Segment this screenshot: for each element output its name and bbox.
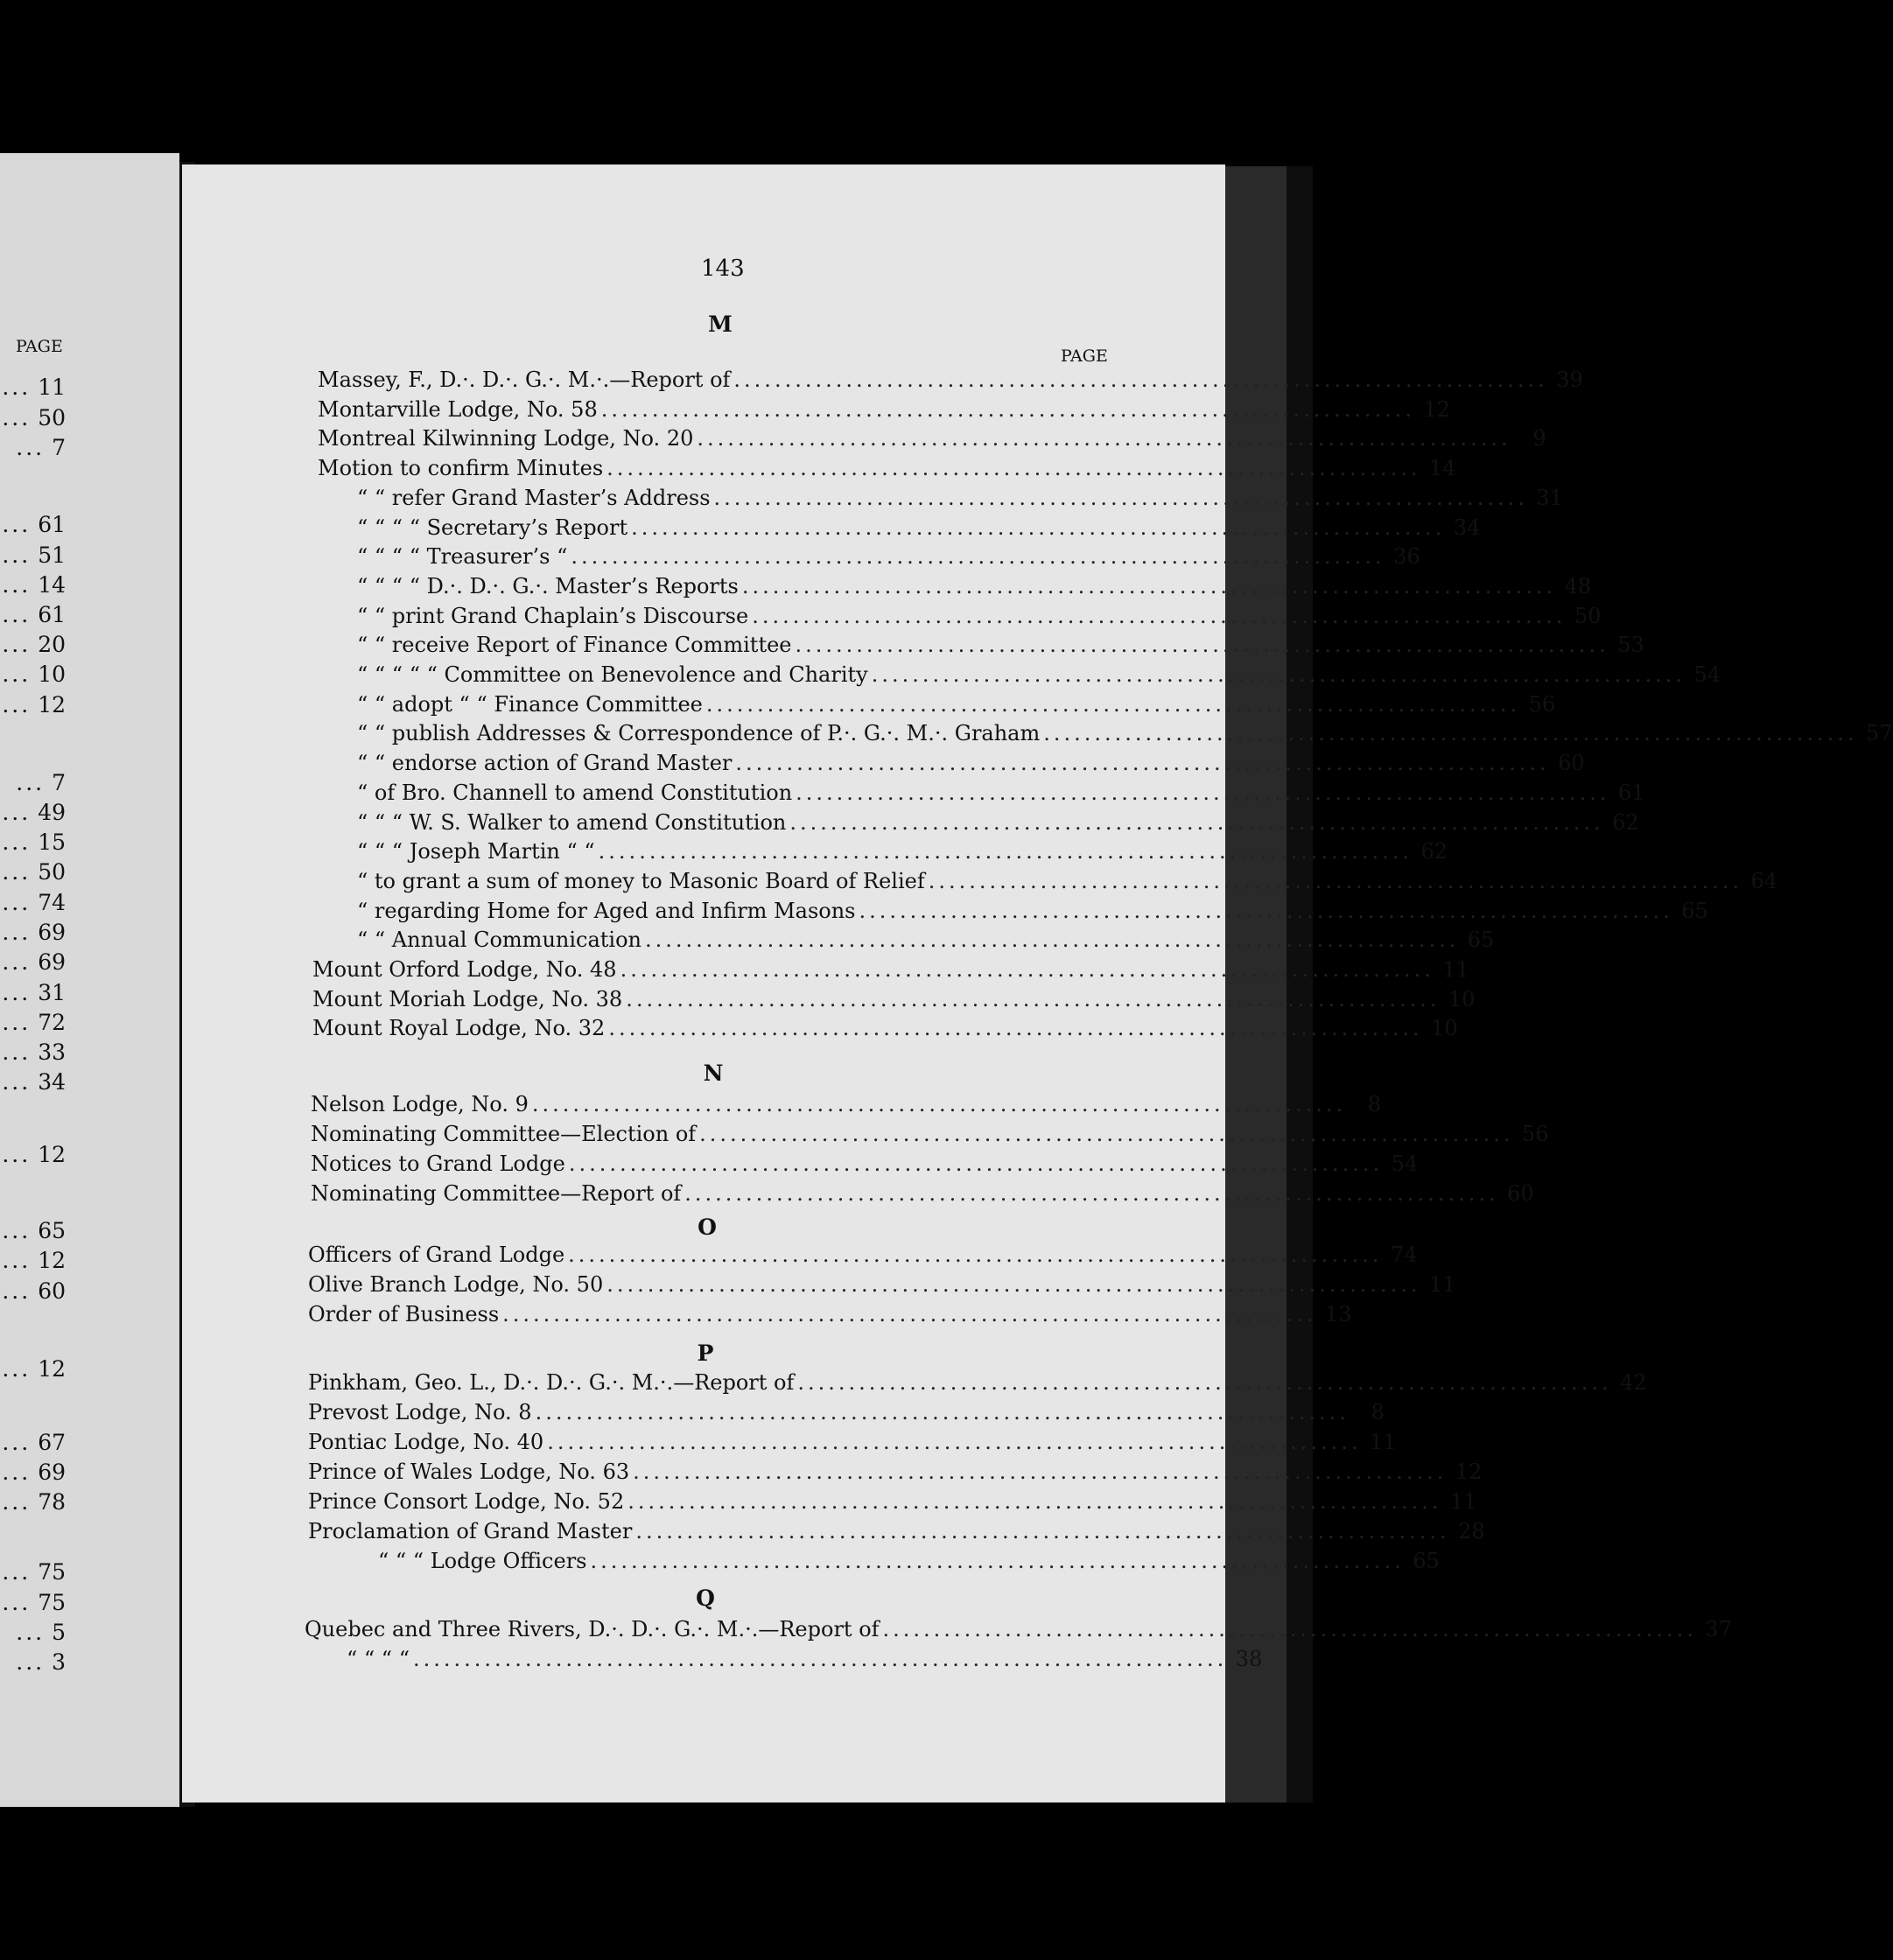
dot-leader: ................................................................................ (502, 1302, 1317, 1326)
entry-title: “ “ “ “ Treasurer’s “ (357, 544, 568, 570)
entry-page-number: 61 (1617, 780, 1645, 805)
dot-leader: ... (16, 435, 46, 460)
dot-leader: ... (2, 632, 32, 657)
index-entry (318, 456, 1456, 484)
entry-page-number: 12 (1423, 396, 1451, 422)
left-page-number (0, 692, 66, 718)
index-entry (357, 691, 1556, 720)
left-page-number (0, 1559, 66, 1585)
left-page-value: 12 (38, 1142, 66, 1167)
dot-leader: ................................................................................ (606, 1272, 1421, 1297)
left-page-number (0, 662, 66, 687)
section-letter-n: N (703, 1060, 724, 1086)
entry-page-number: 36 (1393, 544, 1420, 570)
dot-leader: ... (2, 1460, 32, 1485)
entry-title: “ of Bro. Channell to amend Constitution (357, 780, 793, 805)
left-page-value: 5 (52, 1620, 66, 1645)
index-entry (311, 1122, 1549, 1150)
dot-leader: ................................................................................ (733, 368, 1548, 392)
index-entry (357, 544, 1420, 572)
left-page-number (0, 980, 66, 1005)
entry-page-number: 39 (1556, 368, 1583, 392)
dot-leader: ................................................................................ (697, 426, 1511, 452)
dot-leader: ... (2, 1248, 32, 1273)
entry-page-number: 56 (1521, 1122, 1549, 1146)
dot-leader: ... (2, 1142, 32, 1167)
entry-page-number: 8 (1371, 1400, 1385, 1424)
entry-title: “ “ refer Grand Master’s Address (357, 485, 711, 510)
entry-page-number: 48 (1564, 573, 1592, 598)
entry-page-number: 31 (1536, 485, 1563, 510)
dot-leader: ................................................................................ (600, 396, 1416, 422)
left-page-number (0, 1040, 66, 1065)
dot-leader: ................................................................................ (535, 1400, 1350, 1424)
dot-leader: ... (16, 770, 46, 795)
dot-leader: ................................................................................ (928, 868, 1743, 893)
entry-title: “ “ publish Addresses & Correspondence of P.·. G.·. M.·. Graham (357, 721, 1041, 746)
dot-leader: ................................................................................ (412, 1647, 1228, 1671)
dot-leader: ... (2, 800, 32, 825)
index-entry (318, 426, 1546, 454)
left-page-number (0, 405, 66, 430)
index-entry (378, 1549, 1440, 1577)
index-entry (357, 898, 1708, 927)
left-page-number (0, 1649, 66, 1675)
entry-page-number: 60 (1558, 751, 1585, 776)
entry-page-number: 64 (1750, 868, 1778, 893)
entry-page-number: 42 (1620, 1370, 1647, 1395)
dot-leader: ... (2, 572, 32, 598)
left-page-value: 65 (38, 1218, 66, 1243)
entry-title: “ to grant a sum of money to Masonic Board of Relief (357, 868, 925, 893)
left-page-number (0, 602, 66, 627)
entry-title: “ “ “ Joseph Martin “ “ (357, 839, 595, 864)
index-entry (357, 721, 1893, 749)
left-page-value: 31 (38, 980, 66, 1005)
index-entry (357, 485, 1563, 514)
entry-title: “ regarding Home for Aged and Infirm Masons (357, 898, 856, 923)
index-entry (357, 573, 1592, 602)
dot-leader: ... (2, 692, 32, 718)
dot-leader: ... (2, 920, 32, 945)
index-entry (357, 662, 1721, 690)
left-page-value: 67 (38, 1430, 66, 1455)
entry-page-number: 65 (1467, 928, 1495, 953)
entry-title: Nominating Committee—Report of (311, 1181, 682, 1206)
index-entry (308, 1430, 1397, 1458)
index-entry (318, 368, 1583, 396)
dot-leader: ... (2, 830, 32, 855)
entry-title: Proclamation of Grand Master (308, 1519, 633, 1544)
dot-leader: ................................................................................ (859, 898, 1673, 923)
left-page-number (0, 920, 66, 945)
left-page-number (0, 1489, 66, 1515)
left-page-value: 7 (52, 770, 66, 795)
dot-leader: ................................................................................ (620, 957, 1434, 982)
dot-leader: ... (2, 512, 32, 537)
dot-leader: ................................................................................ (635, 1519, 1450, 1544)
entry-title: Order of Business (308, 1302, 500, 1326)
entry-page-number: 11 (1369, 1430, 1397, 1454)
entry-title: Prevost Lodge, No. 8 (308, 1400, 532, 1424)
dot-leader: ................................................................................ (568, 1242, 1383, 1267)
dot-leader: ... (2, 1356, 32, 1382)
left-page-value: 72 (38, 1010, 66, 1035)
dot-leader: ................................................................................ (795, 633, 1609, 658)
left-page-value: 69 (38, 920, 66, 945)
dot-leader: ... (2, 1218, 32, 1243)
left-page-value: 12 (38, 1356, 66, 1382)
entry-title: Mount Moriah Lodge, No. 38 (312, 986, 623, 1012)
dot-leader: ................................................................................ (608, 1016, 1423, 1041)
left-page-number (0, 512, 66, 537)
index-entry (308, 1460, 1483, 1488)
left-page-number (0, 1590, 66, 1615)
left-page-value: 34 (38, 1069, 66, 1095)
left-page-number (0, 1430, 66, 1455)
left-page-number (0, 1248, 66, 1273)
index-entry (308, 1400, 1385, 1428)
entry-page-number: 9 (1532, 426, 1546, 452)
left-page-number (0, 1010, 66, 1035)
entry-title: “ “ endorse action of Grand Master (357, 751, 733, 776)
index-entry (357, 751, 1585, 779)
entry-title: Olive Branch Lodge, No. 50 (308, 1272, 604, 1297)
index-entry (311, 1092, 1382, 1120)
dot-leader: ... (2, 662, 32, 687)
left-page-number (0, 435, 66, 460)
entry-page-number: 37 (1705, 1617, 1732, 1642)
dot-leader: ................................................................................ (590, 1549, 1405, 1573)
section-letter-m: M (708, 312, 733, 337)
left-page-value: 75 (38, 1590, 66, 1615)
index-entry (312, 986, 1476, 1015)
left-page-value: 75 (38, 1559, 66, 1585)
dot-leader: ................................................................................ (531, 1092, 1347, 1116)
entry-title: Officers of Grand Lodge (308, 1242, 565, 1267)
left-page-value: 7 (52, 435, 66, 460)
dot-leader: ... (2, 542, 32, 568)
left-page-value: 33 (38, 1040, 66, 1065)
left-page-value: 74 (38, 890, 66, 915)
index-entry (308, 1272, 1456, 1300)
dot-leader: ... (2, 1430, 32, 1455)
left-page-value: 14 (38, 572, 66, 598)
entry-title: “ “ “ “ (347, 1647, 410, 1671)
entry-title: Massey, F., D.·. D.·. G.·. M.·.—Report of (318, 368, 731, 392)
dot-leader: ... (16, 1620, 46, 1645)
entry-page-number: 62 (1612, 809, 1639, 835)
dot-leader: ... (2, 1590, 32, 1615)
left-page-value: 60 (38, 1278, 66, 1304)
left-page-header: PAGE (16, 337, 63, 356)
entry-page-number: 38 (1235, 1647, 1263, 1671)
dot-leader: ................................................................................ (871, 662, 1686, 687)
entry-page-number: 10 (1448, 986, 1476, 1012)
index-entry (318, 396, 1451, 425)
entry-page-number: 12 (1455, 1460, 1483, 1484)
entry-title: Nominating Committee—Election of (311, 1122, 697, 1146)
index-entry (357, 809, 1639, 838)
dot-leader: ... (2, 890, 32, 915)
index-entry (305, 1617, 1732, 1645)
dot-leader: ................................................................................ (797, 1370, 1612, 1395)
entry-title: “ “ “ “ D.·. D.·. G.·. Master’s Reports (357, 573, 739, 598)
entry-title: “ “ “ “ Secretary’s Report (357, 514, 628, 540)
index-entry (308, 1489, 1477, 1517)
entry-page-number: 13 (1324, 1302, 1352, 1326)
dot-leader: ................................................................................ (547, 1430, 1362, 1454)
index-entry (357, 839, 1448, 867)
dot-leader: ................................................................................ (752, 603, 1567, 628)
dot-leader: ... (2, 602, 32, 627)
left-page-number (0, 572, 66, 598)
dot-leader: ................................................................................ (789, 809, 1604, 835)
index-entry (308, 1370, 1647, 1398)
entry-page-number: 28 (1458, 1519, 1485, 1544)
index-entry (357, 780, 1645, 808)
dot-leader: ................................................................................ (645, 928, 1460, 953)
left-page-number (0, 1620, 66, 1645)
left-page-value: 20 (38, 632, 66, 657)
entry-title: “ “ Annual Communication (357, 928, 642, 953)
entry-page-number: 34 (1453, 514, 1481, 540)
left-page-value: 12 (38, 692, 66, 718)
left-page-number (0, 830, 66, 855)
left-page-number (0, 1218, 66, 1243)
dot-leader: ................................................................................ (627, 1489, 1442, 1514)
section-letter-p: P (697, 1340, 714, 1366)
entry-page-number: 11 (1442, 957, 1469, 982)
entry-page-number: 11 (1449, 1489, 1477, 1514)
page-number: 143 (701, 256, 745, 282)
entry-page-number: 11 (1428, 1272, 1456, 1297)
entry-title: “ “ print Grand Chaplain’s Discourse (357, 603, 749, 628)
index-entry (312, 1016, 1458, 1044)
entry-title: Motion to confirm Minutes (318, 456, 604, 481)
dot-leader: ................................................................................ (713, 485, 1528, 510)
left-page-value: 11 (38, 374, 66, 400)
entry-title: “ “ “ Lodge Officers (378, 1549, 587, 1573)
dot-leader: ... (2, 1489, 32, 1515)
dot-leader: ................................................................................ (705, 691, 1521, 717)
entry-title: Quebec and Three Rivers, D.·. D.·. G.·. M.·.—Report of (305, 1617, 880, 1642)
entry-title: Prince of Wales Lodge, No. 63 (308, 1460, 630, 1484)
entry-page-number: 56 (1528, 691, 1556, 717)
entry-title: Montreal Kilwinning Lodge, No. 20 (318, 426, 694, 452)
entry-page-number: 54 (1391, 1152, 1419, 1176)
dot-leader: ... (2, 1559, 32, 1585)
left-page-number (0, 632, 66, 657)
left-page-number (0, 770, 66, 795)
section-letter-o: O (698, 1214, 717, 1240)
entry-page-number: 65 (1681, 898, 1708, 923)
entry-title: Notices to Grand Lodge (311, 1152, 565, 1176)
dot-leader: ... (2, 1040, 32, 1065)
section-letter-q: Q (696, 1586, 715, 1611)
left-page-number (0, 1069, 66, 1095)
entry-title: “ “ adopt “ “ Finance Committee (357, 691, 703, 717)
entry-page-number: 60 (1507, 1181, 1534, 1206)
dot-leader: ... (2, 374, 32, 400)
entry-title: “ “ “ “ “ Committee on Benevolence and Charity (357, 662, 868, 687)
left-page-number (0, 374, 66, 400)
entry-title: “ “ receive Report of Finance Committee (357, 633, 792, 658)
left-page-value: 3 (52, 1649, 66, 1675)
index-entry (357, 928, 1495, 956)
entry-page-number: 8 (1367, 1092, 1382, 1116)
entry-page-number: 14 (1428, 456, 1456, 481)
entry-title: “ “ “ W. S. Walker to amend Constitution (357, 809, 787, 835)
entry-page-number: 62 (1420, 839, 1448, 864)
dot-leader: ................................................................................ (741, 573, 1557, 598)
dot-leader: ... (2, 405, 32, 430)
dot-leader: ................................................................................ (882, 1617, 1697, 1642)
dot-leader: ... (2, 949, 32, 975)
dot-leader: ................................................................................ (1043, 721, 1858, 746)
entry-page-number: 53 (1617, 633, 1644, 658)
dot-leader: ................................................................................ (796, 780, 1610, 805)
index-entry (312, 957, 1469, 985)
left-page-value: 69 (38, 1460, 66, 1485)
dot-leader: ................................................................................ (568, 1152, 1384, 1176)
left-page-number (0, 859, 66, 885)
left-page-value: 15 (38, 830, 66, 855)
index-entry (308, 1302, 1352, 1330)
left-page-value: 61 (38, 512, 66, 537)
entry-page-number: 74 (1390, 1242, 1418, 1267)
dot-leader: ... (2, 1010, 32, 1035)
entry-page-number: 57 (1866, 721, 1893, 746)
entry-page-number: 50 (1574, 603, 1602, 628)
index-entry (311, 1181, 1534, 1209)
entry-title: Mount Royal Lodge, No. 32 (312, 1016, 606, 1041)
dot-leader: ................................................................................ (684, 1181, 1499, 1206)
dot-leader: ................................................................................ (571, 544, 1385, 570)
index-entry (357, 603, 1602, 632)
index-entry (311, 1152, 1419, 1180)
left-page-number (0, 949, 66, 975)
left-page-number (0, 1278, 66, 1304)
entry-title: Montarville Lodge, No. 58 (318, 396, 598, 422)
left-page-number (0, 1356, 66, 1382)
dot-leader: ... (2, 1278, 32, 1304)
entry-title: Mount Orford Lodge, No. 48 (312, 957, 617, 982)
dot-leader: ................................................................................ (699, 1122, 1514, 1146)
dot-leader: ................................................................................ (598, 839, 1413, 864)
left-page-value: 61 (38, 602, 66, 627)
dot-leader: ................................................................................ (626, 986, 1441, 1012)
entry-page-number: 54 (1693, 662, 1721, 687)
dot-leader: ................................................................................ (606, 456, 1421, 481)
page-column-header: PAGE (1061, 346, 1108, 366)
entry-title: Pontiac Lodge, No. 40 (308, 1430, 544, 1454)
left-page-number (0, 1460, 66, 1485)
left-page-value: 69 (38, 949, 66, 975)
left-page-value: 10 (38, 662, 66, 687)
dot-leader: ................................................................................ (631, 514, 1446, 540)
left-page-value: 51 (38, 542, 66, 568)
dot-leader: ... (2, 859, 32, 885)
left-page-value: 49 (38, 800, 66, 825)
entry-page-number: 10 (1431, 1016, 1458, 1041)
index-entry (357, 514, 1481, 543)
entry-page-number: 65 (1413, 1549, 1440, 1573)
dot-leader: ... (2, 980, 32, 1005)
entry-title: Nelson Lodge, No. 9 (311, 1092, 529, 1116)
dot-leader: ................................................................................ (633, 1460, 1448, 1484)
dot-leader: ................................................................................ (735, 751, 1550, 776)
left-page-value: 50 (38, 859, 66, 885)
left-page-number (0, 1142, 66, 1167)
index-entry (357, 868, 1778, 897)
left-page-value: 12 (38, 1248, 66, 1273)
index-entry (308, 1519, 1485, 1547)
left-page-number (0, 542, 66, 568)
left-page-number (0, 800, 66, 825)
left-page-number (0, 890, 66, 915)
dot-leader: ... (2, 1069, 32, 1095)
index-entry (308, 1242, 1418, 1270)
left-page-value: 78 (38, 1489, 66, 1515)
dot-leader: ... (16, 1649, 46, 1675)
left-page-value: 50 (38, 405, 66, 430)
entry-title: Prince Consort Lodge, No. 52 (308, 1489, 625, 1514)
index-entry (347, 1647, 1263, 1675)
entry-title: Pinkham, Geo. L., D.·. D.·. G.·. M.·.—Report of (308, 1370, 795, 1395)
index-entry (357, 633, 1644, 661)
